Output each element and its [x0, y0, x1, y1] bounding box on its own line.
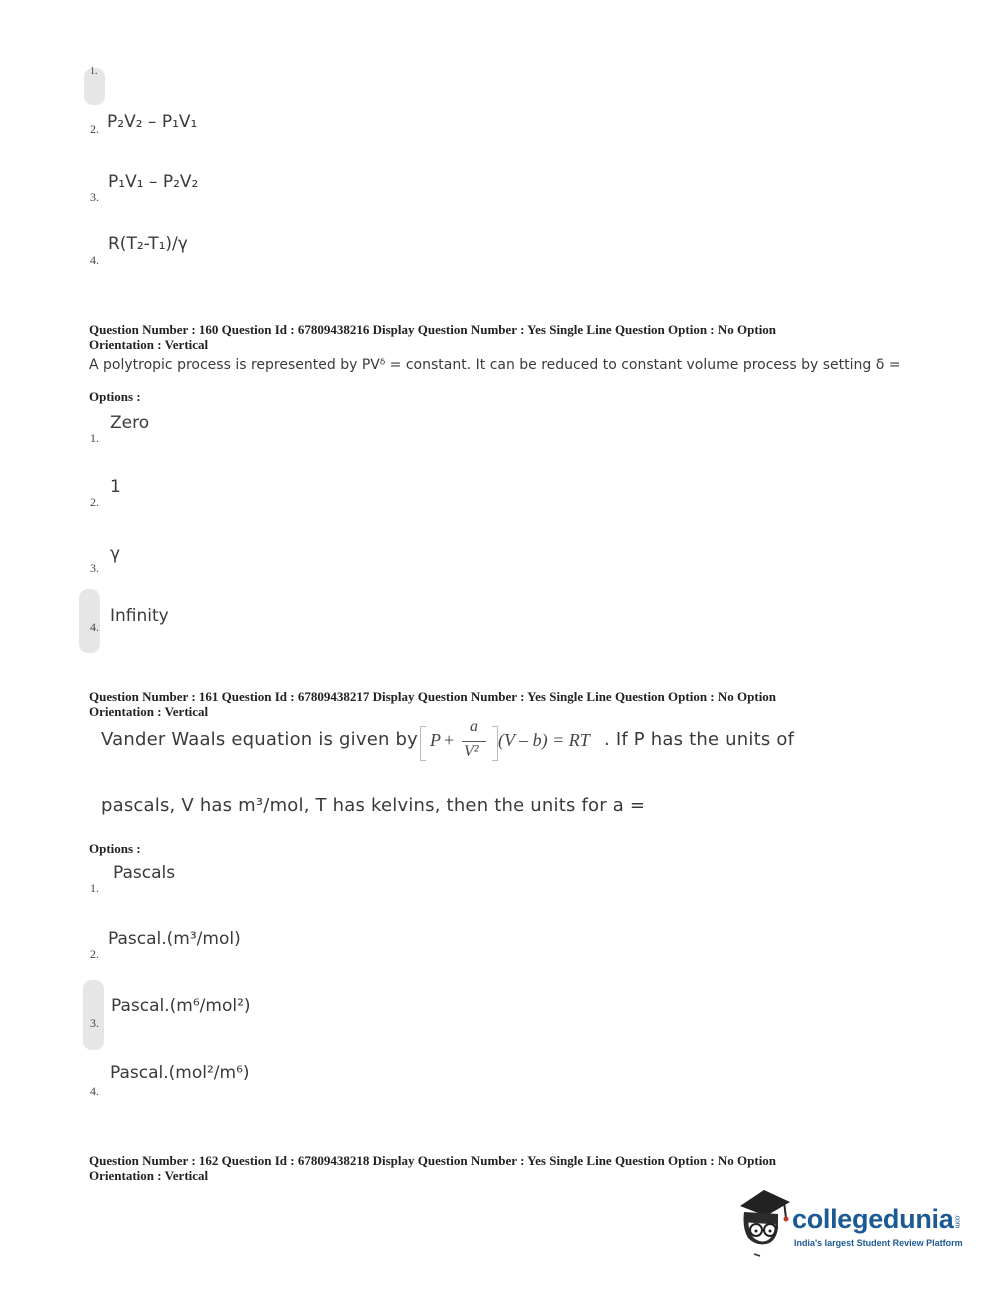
equation-rest: (V – b) = RT — [498, 730, 590, 750]
question-meta: Question Number : 161 Question Id : 67809438217 Display Question Number : Yes Single Line Question Option : No Option Orientation : Vertical — [89, 689, 777, 719]
option-number: 2. — [90, 947, 99, 961]
logo-tagline: India's largest Student Review Platform — [794, 1238, 963, 1248]
fraction-line — [462, 741, 486, 742]
option-number: 3. — [90, 190, 99, 204]
option-number: 1. — [90, 881, 99, 895]
option-text: Pascals — [113, 863, 176, 883]
option-text: Zero — [110, 413, 150, 433]
option-text: 1 — [110, 477, 121, 497]
option-number: 1. — [90, 66, 98, 77]
option-number: 2. — [90, 495, 99, 509]
option-text: P₂V₂ – P₁V₁ — [107, 112, 198, 132]
equation-denominator: V² — [464, 743, 479, 760]
vander-waals-equation — [420, 720, 610, 764]
option-number: 2. — [90, 122, 99, 136]
mascot-icon — [734, 1188, 794, 1258]
question-text: A polytropic process is represented by PVᵟ = constant. It can be reduced to constant volume process by setting δ = — [89, 357, 901, 373]
option-number: 4. — [90, 1084, 99, 1098]
left-bracket — [420, 726, 426, 761]
question-text-line2: pascals, V has m³/mol, T has kelvins, then the units for a = — [101, 795, 646, 816]
option-text: Pascal.(m⁶/mol²) — [111, 996, 251, 1016]
option-number: 3. — [90, 561, 99, 575]
option-number: 4. — [90, 253, 99, 267]
question-meta: Question Number : 162 Question Id : 67809438218 Display Question Number : Yes Single Line Question Option : No Option Orientation : Vertical — [89, 1153, 777, 1183]
logo-wordmark: collegedunia.com — [792, 1204, 961, 1234]
question-meta: Question Number : 160 Question Id : 67809438216 Display Question Number : Yes Single Line Question Option : No Option Orientation : Vertical — [89, 322, 777, 352]
option-number: 4. — [90, 620, 99, 634]
equation-numerator: a — [470, 718, 478, 735]
option-number: 1. — [90, 431, 99, 445]
option-text: Pascal.(m³/mol) — [108, 929, 241, 949]
option-text: R(T₂-T₁)/γ — [108, 234, 188, 254]
option-number: 3. — [90, 1016, 99, 1030]
question-text: Vander Waals equation is given by — [101, 729, 418, 750]
option-text: Infinity — [110, 606, 169, 626]
selected-option-highlight — [83, 980, 104, 1050]
option-text: γ — [110, 544, 121, 564]
collegedunia-logo[interactable] — [734, 1188, 964, 1260]
options-label: Options : — [89, 389, 141, 404]
question-text-continued: . If P has the units of — [604, 729, 795, 750]
equation-plus: + — [444, 730, 455, 750]
options-label: Options : — [89, 841, 141, 856]
equation-p: P — [430, 730, 441, 750]
option-text: P₁V₁ – P₂V₂ — [108, 172, 199, 192]
option-text: Pascal.(mol²/m⁶) — [110, 1063, 250, 1083]
